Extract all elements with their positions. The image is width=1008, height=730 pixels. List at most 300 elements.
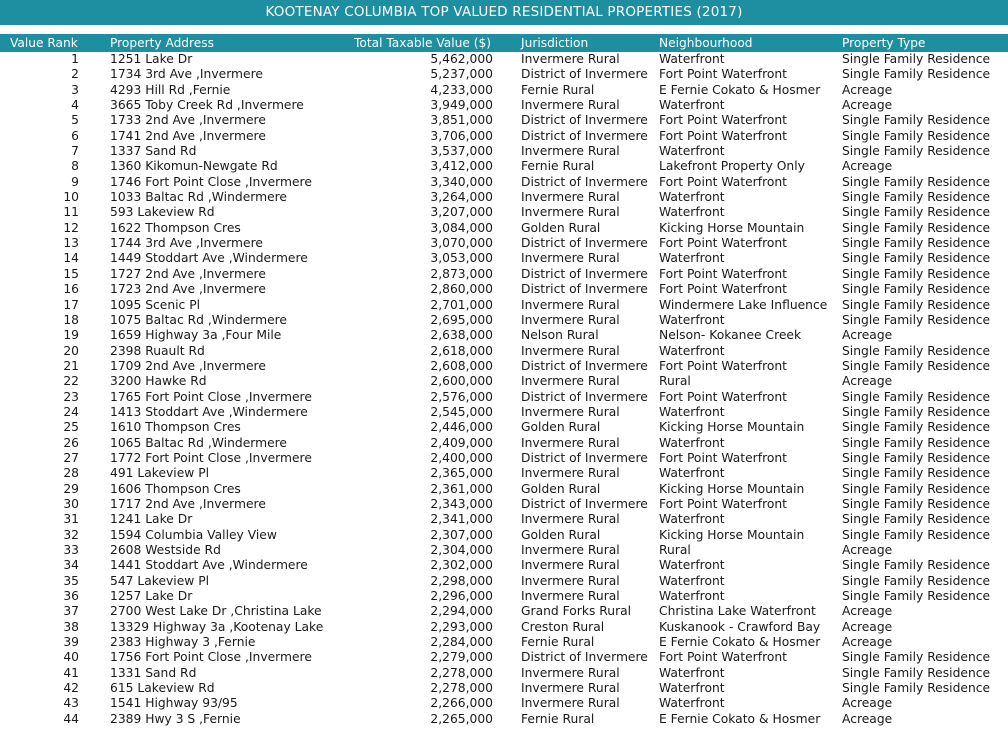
cell-property-address: 1622 Thompson Cres — [110, 220, 241, 235]
cell-property-type: Single Family Residence — [842, 312, 991, 327]
cell-jurisdiction: District of Invermere — [521, 282, 648, 297]
cell-neighbourhood: Waterfront — [659, 573, 725, 588]
table-row — [0, 83, 1008, 98]
cell-value-rank: 5 — [71, 113, 79, 128]
cell-value-rank: 30 — [63, 496, 79, 511]
cell-property-address: 13329 Highway 3a ,Kootenay Lake — [110, 619, 324, 634]
cell-value-rank: 20 — [63, 343, 79, 358]
cell-property-address: 2389 Hwy 3 S ,Fernie — [110, 711, 241, 726]
table-row — [0, 67, 1008, 82]
cell-neighbourhood: Waterfront — [659, 512, 725, 527]
cell-property-address: 593 Lakeview Rd — [110, 205, 215, 220]
table-row — [0, 129, 1008, 144]
cell-property-type: Single Family Residence — [842, 558, 991, 573]
cell-neighbourhood: Waterfront — [659, 466, 725, 481]
cell-total-taxable-value: 2,307,000 — [430, 527, 493, 542]
cell-jurisdiction: District of Invermere — [521, 358, 648, 373]
cell-jurisdiction: Invermere Rural — [521, 297, 620, 312]
cell-jurisdiction: Golden Rural — [521, 527, 601, 542]
cell-jurisdiction: Golden Rural — [521, 420, 601, 435]
cell-value-rank: 35 — [63, 573, 79, 588]
table-row — [0, 635, 1008, 650]
cell-neighbourhood: Fort Point Waterfront — [659, 650, 787, 665]
cell-property-address: 1413 Stoddart Ave ,Windermere — [110, 404, 308, 419]
cell-neighbourhood: Fort Point Waterfront — [659, 236, 787, 251]
table-row — [0, 282, 1008, 297]
cell-value-rank: 27 — [63, 450, 79, 465]
cell-property-address: 4293 Hill Rd ,Fernie — [110, 82, 231, 97]
cell-property-type: Single Family Residence — [842, 205, 991, 220]
cell-property-address: 1756 Fort Point Close ,Invermere — [110, 650, 312, 665]
cell-jurisdiction: Invermere Rural — [521, 665, 620, 680]
cell-jurisdiction: Invermere Rural — [521, 512, 620, 527]
cell-value-rank: 25 — [63, 420, 79, 435]
cell-neighbourhood: Rural — [659, 374, 691, 389]
cell-total-taxable-value: 2,361,000 — [430, 481, 493, 496]
cell-neighbourhood: Kicking Horse Mountain — [659, 481, 805, 496]
cell-property-type: Acreage — [842, 711, 893, 726]
cell-property-address: 1733 2nd Ave ,Invermere — [110, 113, 266, 128]
cell-property-type: Single Family Residence — [842, 113, 991, 128]
table-row — [0, 313, 1008, 328]
cell-neighbourhood: Rural — [659, 543, 691, 557]
cell-property-address: 1095 Scenic Pl — [110, 297, 201, 312]
cell-property-address: 1744 3rd Ave ,Invermere — [110, 236, 263, 251]
table-row — [0, 528, 1008, 543]
cell-property-type: Single Family Residence — [842, 128, 991, 143]
cell-neighbourhood: Fort Point Waterfront — [659, 358, 787, 373]
cell-jurisdiction: Invermere Rural — [521, 205, 620, 220]
cell-total-taxable-value: 3,207,000 — [430, 205, 493, 220]
header-jurisdiction: Jurisdiction — [521, 36, 589, 50]
cell-value-rank: 18 — [63, 312, 79, 327]
cell-neighbourhood: Windermere Lake Influence — [659, 297, 828, 312]
cell-neighbourhood: Fort Point Waterfront — [659, 282, 787, 297]
cell-total-taxable-value: 2,293,000 — [430, 619, 493, 634]
cell-total-taxable-value: 3,537,000 — [430, 144, 493, 159]
cell-total-taxable-value: 2,343,000 — [430, 496, 493, 511]
cell-jurisdiction: District of Invermere — [521, 389, 648, 404]
cell-property-type: Single Family Residence — [842, 573, 991, 588]
cell-neighbourhood: Fort Point Waterfront — [659, 67, 787, 82]
cell-property-type: Single Family Residence — [842, 665, 991, 680]
cell-property-address: 1746 Fort Point Close ,Invermere — [110, 174, 312, 189]
table-row — [0, 666, 1008, 681]
table-row — [0, 650, 1008, 665]
cell-neighbourhood: Fort Point Waterfront — [659, 113, 787, 128]
cell-neighbourhood: Waterfront — [659, 205, 725, 220]
cell-property-type: Single Family Residence — [842, 389, 991, 404]
cell-jurisdiction: District of Invermere — [521, 236, 648, 251]
cell-jurisdiction: District of Invermere — [521, 113, 648, 128]
cell-value-rank: 28 — [63, 466, 79, 481]
cell-total-taxable-value: 2,860,000 — [430, 282, 493, 297]
table-row — [0, 558, 1008, 573]
cell-total-taxable-value: 2,400,000 — [430, 450, 493, 465]
cell-value-rank: 15 — [63, 266, 79, 281]
header-value-rank: Value Rank — [10, 36, 78, 50]
cell-total-taxable-value: 2,695,000 — [430, 312, 493, 327]
cell-total-taxable-value: 2,365,000 — [430, 466, 493, 481]
cell-total-taxable-value: 3,851,000 — [430, 113, 493, 128]
header-total-taxable-value: Total Taxable Value ($) — [354, 36, 492, 50]
cell-total-taxable-value: 5,462,000 — [430, 52, 493, 66]
cell-property-type: Single Family Residence — [842, 266, 991, 281]
cell-property-type: Single Family Residence — [842, 527, 991, 542]
cell-jurisdiction: Fernie Rural — [521, 711, 595, 726]
cell-property-address: 1337 Sand Rd — [110, 144, 197, 159]
cell-property-type: Single Family Residence — [842, 358, 991, 373]
cell-jurisdiction: District of Invermere — [521, 174, 648, 189]
cell-property-type: Single Family Residence — [842, 404, 991, 419]
cell-property-type: Single Family Residence — [842, 589, 991, 604]
cell-property-type: Single Family Residence — [842, 512, 991, 527]
table-row — [0, 113, 1008, 128]
table-row — [0, 374, 1008, 389]
cell-property-address: 1727 2nd Ave ,Invermere — [110, 266, 266, 281]
cell-property-type: Single Family Residence — [842, 496, 991, 511]
cell-total-taxable-value: 2,296,000 — [430, 589, 493, 604]
cell-neighbourhood: Waterfront — [659, 312, 725, 327]
cell-property-address: 1772 Fort Point Close ,Invermere — [110, 450, 312, 465]
cell-value-rank: 44 — [63, 711, 79, 726]
cell-total-taxable-value: 2,618,000 — [430, 343, 493, 358]
cell-value-rank: 32 — [63, 527, 79, 542]
table-row — [0, 405, 1008, 420]
cell-jurisdiction: Invermere Rural — [521, 144, 620, 159]
cell-property-type: Single Family Residence — [842, 52, 991, 66]
cell-value-rank: 31 — [63, 512, 79, 527]
cell-jurisdiction: Invermere Rural — [521, 543, 620, 557]
cell-value-rank: 22 — [63, 374, 79, 389]
cell-value-rank: 10 — [63, 190, 79, 205]
cell-total-taxable-value: 3,412,000 — [430, 159, 493, 174]
cell-property-address: 1594 Columbia Valley View — [110, 527, 277, 542]
cell-neighbourhood: Waterfront — [659, 98, 725, 113]
cell-property-address: 1717 2nd Ave ,Invermere — [110, 496, 266, 511]
cell-property-address: 1449 Stoddart Ave ,Windermere — [110, 251, 308, 266]
cell-property-type: Acreage — [842, 543, 893, 557]
cell-property-type: Acreage — [842, 98, 893, 113]
table-row — [0, 712, 1008, 727]
header-neighbourhood: Neighbourhood — [659, 36, 753, 50]
table-row — [0, 451, 1008, 466]
cell-total-taxable-value: 2,266,000 — [430, 696, 493, 711]
cell-value-rank: 7 — [71, 144, 79, 159]
cell-total-taxable-value: 2,608,000 — [430, 358, 493, 373]
cell-property-address: 1065 Baltac Rd ,Windermere — [110, 435, 287, 450]
table-row — [0, 620, 1008, 635]
header-property-address: Property Address — [110, 36, 214, 50]
cell-neighbourhood: E Fernie Cokato & Hosmer — [659, 82, 821, 97]
cell-value-rank: 42 — [63, 681, 79, 696]
cell-total-taxable-value: 2,279,000 — [430, 650, 493, 665]
cell-neighbourhood: Waterfront — [659, 190, 725, 205]
cell-property-address: 615 Lakeview Rd — [110, 681, 215, 696]
cell-total-taxable-value: 2,284,000 — [430, 635, 493, 650]
cell-property-address: 547 Lakeview Pl — [110, 573, 210, 588]
cell-value-rank: 37 — [63, 604, 79, 619]
cell-value-rank: 24 — [63, 404, 79, 419]
cell-property-address: 1075 Baltac Rd ,Windermere — [110, 312, 287, 327]
cell-jurisdiction: Invermere Rural — [521, 312, 620, 327]
cell-property-address: 1734 3rd Ave ,Invermere — [110, 67, 263, 82]
table-header — [0, 34, 1008, 52]
cell-value-rank: 43 — [63, 696, 79, 711]
cell-property-type: Single Family Residence — [842, 190, 991, 205]
cell-property-type: Acreage — [842, 696, 893, 711]
cell-jurisdiction: District of Invermere — [521, 266, 648, 281]
cell-property-type: Single Family Residence — [842, 650, 991, 665]
cell-value-rank: 39 — [63, 635, 79, 650]
cell-total-taxable-value: 2,701,000 — [430, 297, 493, 312]
cell-jurisdiction: Invermere Rural — [521, 589, 620, 604]
cell-neighbourhood: Fort Point Waterfront — [659, 174, 787, 189]
table-row — [0, 681, 1008, 696]
cell-neighbourhood: Fort Point Waterfront — [659, 128, 787, 143]
cell-property-address: 2398 Ruault Rd — [110, 343, 205, 358]
cell-total-taxable-value: 2,302,000 — [430, 558, 493, 573]
cell-property-address: 1441 Stoddart Ave ,Windermere — [110, 558, 308, 573]
cell-property-address: 2700 West Lake Dr ,Christina Lake — [110, 604, 322, 619]
cell-neighbourhood: Kicking Horse Mountain — [659, 527, 805, 542]
table-row — [0, 482, 1008, 497]
cell-property-address: 2383 Highway 3 ,Fernie — [110, 635, 256, 650]
cell-total-taxable-value: 2,294,000 — [430, 604, 493, 619]
cell-property-address: 1033 Baltac Rd ,Windermere — [110, 190, 287, 205]
cell-property-address: 1741 2nd Ave ,Invermere — [110, 128, 266, 143]
cell-value-rank: 16 — [63, 282, 79, 297]
cell-total-taxable-value: 2,409,000 — [430, 435, 493, 450]
table-row — [0, 543, 1008, 558]
cell-value-rank: 14 — [63, 251, 79, 266]
cell-property-address: 491 Lakeview Pl — [110, 466, 210, 481]
cell-total-taxable-value: 3,264,000 — [430, 190, 493, 205]
cell-property-address: 1723 2nd Ave ,Invermere — [110, 282, 266, 297]
cell-jurisdiction: Fernie Rural — [521, 159, 595, 174]
table-row — [0, 267, 1008, 282]
cell-property-address: 1251 Lake Dr — [110, 52, 193, 66]
table-row — [0, 466, 1008, 481]
cell-property-address: 1659 Highway 3a ,Four Mile — [110, 328, 282, 343]
cell-property-type: Single Family Residence — [842, 435, 991, 450]
cell-neighbourhood: Lakefront Property Only — [659, 159, 805, 174]
cell-jurisdiction: Golden Rural — [521, 481, 601, 496]
cell-total-taxable-value: 3,706,000 — [430, 128, 493, 143]
cell-value-rank: 4 — [71, 98, 79, 113]
cell-jurisdiction: Invermere Rural — [521, 558, 620, 573]
cell-property-address: 1610 Thompson Cres — [110, 420, 241, 435]
cell-neighbourhood: Waterfront — [659, 404, 725, 419]
cell-property-type: Single Family Residence — [842, 174, 991, 189]
cell-total-taxable-value: 2,873,000 — [430, 266, 493, 281]
cell-total-taxable-value: 3,949,000 — [430, 98, 493, 113]
cell-property-type: Single Family Residence — [842, 481, 991, 496]
cell-total-taxable-value: 3,053,000 — [430, 251, 493, 266]
cell-property-type: Single Family Residence — [842, 220, 991, 235]
cell-jurisdiction: Invermere Rural — [521, 435, 620, 450]
cell-value-rank: 11 — [63, 205, 79, 220]
cell-property-type: Acreage — [842, 374, 893, 389]
table-row — [0, 298, 1008, 313]
cell-neighbourhood: E Fernie Cokato & Hosmer — [659, 711, 821, 726]
cell-total-taxable-value: 4,233,000 — [430, 82, 493, 97]
cell-property-type: Acreage — [842, 635, 893, 650]
cell-neighbourhood: E Fernie Cokato & Hosmer — [659, 635, 821, 650]
table-row — [0, 604, 1008, 619]
cell-neighbourhood: Fort Point Waterfront — [659, 389, 787, 404]
cell-total-taxable-value: 2,278,000 — [430, 681, 493, 696]
cell-neighbourhood: Nelson- Kokanee Creek — [659, 328, 802, 343]
cell-neighbourhood: Waterfront — [659, 251, 725, 266]
table-row — [0, 236, 1008, 251]
cell-jurisdiction: Fernie Rural — [521, 635, 595, 650]
cell-total-taxable-value: 2,638,000 — [430, 328, 493, 343]
cell-total-taxable-value: 3,340,000 — [430, 174, 493, 189]
table-row — [0, 497, 1008, 512]
table-row — [0, 144, 1008, 159]
cell-neighbourhood: Waterfront — [659, 665, 725, 680]
cell-neighbourhood: Waterfront — [659, 343, 725, 358]
table-row — [0, 344, 1008, 359]
cell-jurisdiction: District of Invermere — [521, 67, 648, 82]
table-row — [0, 390, 1008, 405]
cell-property-address: 1606 Thompson Cres — [110, 481, 241, 496]
cell-neighbourhood: Waterfront — [659, 435, 725, 450]
cell-value-rank: 1 — [71, 52, 79, 66]
cell-jurisdiction: Invermere Rural — [521, 696, 620, 711]
cell-jurisdiction: Invermere Rural — [521, 52, 620, 66]
cell-jurisdiction: Fernie Rural — [521, 82, 595, 97]
table-row — [0, 98, 1008, 113]
cell-property-address: 3200 Hawke Rd — [110, 374, 207, 389]
table-row — [0, 328, 1008, 343]
cell-property-type: Single Family Residence — [842, 466, 991, 481]
table-row — [0, 589, 1008, 604]
cell-total-taxable-value: 2,545,000 — [430, 404, 493, 419]
cell-neighbourhood: Kicking Horse Mountain — [659, 420, 805, 435]
cell-neighbourhood: Christina Lake Waterfront — [659, 604, 816, 619]
header-property-type: Property Type — [842, 36, 926, 50]
table-row — [0, 221, 1008, 236]
cell-total-taxable-value: 2,446,000 — [430, 420, 493, 435]
cell-value-rank: 26 — [63, 435, 79, 450]
cell-jurisdiction: Invermere Rural — [521, 466, 620, 481]
cell-property-type: Single Family Residence — [842, 681, 991, 696]
table-row — [0, 512, 1008, 527]
cell-jurisdiction: District of Invermere — [521, 650, 648, 665]
table-row — [0, 251, 1008, 266]
cell-property-type: Acreage — [842, 619, 893, 634]
cell-value-rank: 21 — [63, 358, 79, 373]
cell-property-type: Single Family Residence — [842, 450, 991, 465]
table-row — [0, 420, 1008, 435]
cell-jurisdiction: Invermere Rural — [521, 343, 620, 358]
cell-property-type: Acreage — [842, 82, 893, 97]
cell-property-type: Single Family Residence — [842, 343, 991, 358]
table-row — [0, 159, 1008, 174]
cell-neighbourhood: Fort Point Waterfront — [659, 496, 787, 511]
cell-jurisdiction: Grand Forks Rural — [521, 604, 632, 619]
cell-total-taxable-value: 3,084,000 — [430, 220, 493, 235]
cell-neighbourhood: Waterfront — [659, 144, 725, 159]
cell-value-rank: 29 — [63, 481, 79, 496]
cell-neighbourhood: Kuskanook - Crawford Bay — [659, 619, 821, 634]
cell-jurisdiction: Invermere Rural — [521, 251, 620, 266]
table-row — [0, 52, 1008, 67]
cell-value-rank: 2 — [71, 67, 79, 82]
cell-value-rank: 34 — [63, 558, 79, 573]
cell-property-type: Acreage — [842, 328, 893, 343]
cell-property-address: 1360 Kikomun-Newgate Rd — [110, 159, 278, 174]
cell-total-taxable-value: 2,341,000 — [430, 512, 493, 527]
cell-jurisdiction: Golden Rural — [521, 220, 601, 235]
cell-property-address: 1241 Lake Dr — [110, 512, 193, 527]
cell-value-rank: 9 — [71, 174, 79, 189]
cell-value-rank: 12 — [63, 220, 79, 235]
cell-property-type: Single Family Residence — [842, 236, 991, 251]
cell-value-rank: 36 — [63, 589, 79, 604]
cell-property-type: Acreage — [842, 604, 893, 619]
cell-property-address: 2608 Westside Rd — [110, 543, 221, 557]
cell-jurisdiction: Invermere Rural — [521, 374, 620, 389]
cell-value-rank: 40 — [63, 650, 79, 665]
table-row — [0, 436, 1008, 451]
cell-value-rank: 41 — [63, 665, 79, 680]
table-row — [0, 359, 1008, 374]
page-title: KOOTENAY COLUMBIA TOP VALUED RESIDENTIAL PROPERTIES (2017) — [0, 0, 1008, 25]
cell-property-type: Single Family Residence — [842, 251, 991, 266]
cell-neighbourhood: Waterfront — [659, 696, 725, 711]
cell-value-rank: 33 — [63, 543, 79, 557]
cell-property-type: Single Family Residence — [842, 67, 991, 82]
cell-jurisdiction: District of Invermere — [521, 450, 648, 465]
cell-property-type: Single Family Residence — [842, 282, 991, 297]
cell-total-taxable-value: 2,304,000 — [430, 543, 493, 557]
cell-value-rank: 8 — [71, 159, 79, 174]
cell-neighbourhood: Waterfront — [659, 681, 725, 696]
cell-neighbourhood: Fort Point Waterfront — [659, 266, 787, 281]
cell-neighbourhood: Kicking Horse Mountain — [659, 220, 805, 235]
cell-jurisdiction: Invermere Rural — [521, 573, 620, 588]
cell-neighbourhood: Waterfront — [659, 52, 725, 66]
table-body — [0, 52, 1008, 727]
cell-total-taxable-value: 5,237,000 — [430, 67, 493, 82]
cell-value-rank: 6 — [71, 128, 79, 143]
cell-value-rank: 3 — [71, 82, 79, 97]
cell-total-taxable-value: 2,298,000 — [430, 573, 493, 588]
cell-property-type: Single Family Residence — [842, 144, 991, 159]
cell-jurisdiction: District of Invermere — [521, 496, 648, 511]
table-row — [0, 175, 1008, 190]
table-row — [0, 205, 1008, 220]
cell-value-rank: 19 — [63, 328, 79, 343]
cell-value-rank: 38 — [63, 619, 79, 634]
table-row — [0, 574, 1008, 589]
cell-value-rank: 17 — [63, 297, 79, 312]
cell-total-taxable-value: 2,600,000 — [430, 374, 493, 389]
cell-neighbourhood: Waterfront — [659, 589, 725, 604]
table-row — [0, 190, 1008, 205]
cell-property-type: Single Family Residence — [842, 420, 991, 435]
cell-value-rank: 13 — [63, 236, 79, 251]
cell-jurisdiction: Nelson Rural — [521, 328, 599, 343]
table-row — [0, 696, 1008, 711]
cell-property-type: Single Family Residence — [842, 297, 991, 312]
cell-neighbourhood: Fort Point Waterfront — [659, 450, 787, 465]
cell-total-taxable-value: 3,070,000 — [430, 236, 493, 251]
cell-jurisdiction: Creston Rural — [521, 619, 605, 634]
